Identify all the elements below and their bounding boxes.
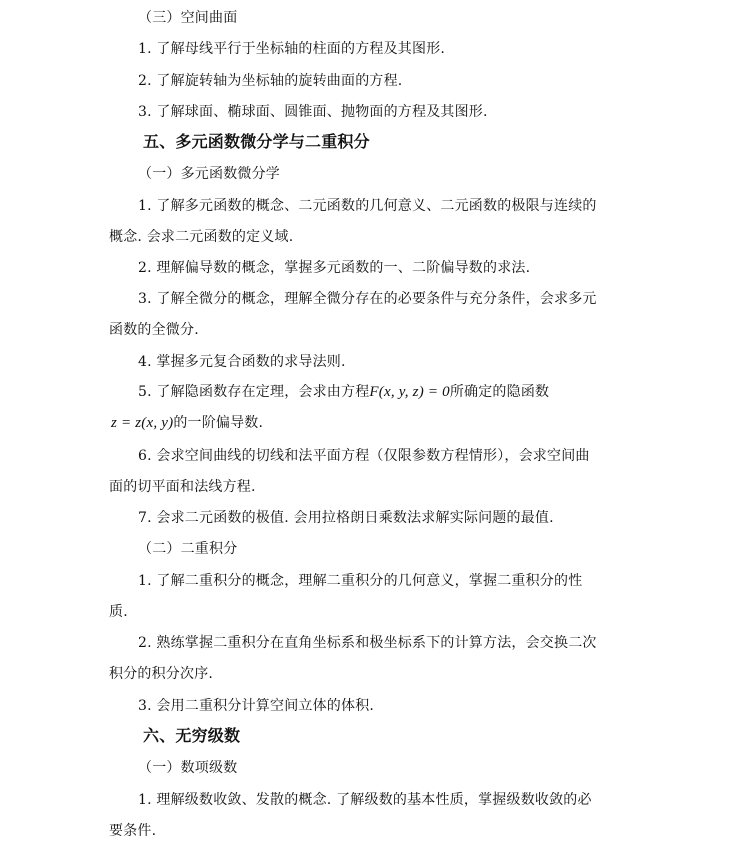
subsection-title: （一）多元函数微分学 bbox=[138, 166, 280, 182]
list-item: 2. 了解旋转轴为坐标轴的旋转曲面的方程. bbox=[138, 73, 403, 89]
list-item: 7. 会求二元函数的极值. 会用拉格朗日乘数法求解实际问题的最值. bbox=[138, 510, 554, 526]
subsection-title: （一）数项级数 bbox=[138, 760, 238, 776]
list-item: 1. 了解二重积分的概念，理解二重积分的几何意义，掌握二重积分的性 bbox=[138, 573, 583, 589]
list-item-continuation: 要条件. bbox=[109, 823, 157, 839]
list-item: 6. 会求空间曲线的切线和法平面方程（仅限参数方程情形），会求空间曲 bbox=[138, 448, 590, 464]
math-equation: z = z(x, y) bbox=[111, 415, 174, 431]
math-equation: F(x, y, z) = 0 bbox=[369, 384, 450, 400]
list-item-text: 所确定的隐函数 bbox=[449, 384, 550, 400]
list-item: 3. 了解全微分的概念，理解全微分存在的必要条件与充分条件，会求多元 bbox=[138, 291, 597, 307]
list-item-continuation: 积分的积分次序. bbox=[109, 666, 214, 682]
list-item: 2. 理解偏导数的概念，掌握多元函数的一、二阶偏导数的求法. bbox=[138, 260, 531, 276]
list-item: 3. 了解球面、椭球面、圆锥面、抛物面的方程及其图形. bbox=[138, 104, 488, 120]
list-item-continuation: 概念. 会求二元函数的定义域. bbox=[109, 229, 294, 245]
list-item: 3. 会用二重积分计算空间立体的体积. bbox=[138, 698, 375, 714]
list-item: 1. 理解级数收敛、发散的概念. 了解级数的基本性质，掌握级数收敛的必 bbox=[138, 792, 592, 808]
subsection-title: （三）空间曲面 bbox=[138, 10, 238, 26]
list-item: 2. 熟练掌握二重积分在直角坐标系和极坐标系下的计算方法，会交换二次 bbox=[138, 635, 597, 651]
list-item bbox=[138, 382, 549, 402]
list-item-text: 的一阶偏导数. bbox=[173, 415, 264, 431]
section-title: 六、无穷级数 bbox=[143, 726, 241, 745]
list-item-continuation: 质. bbox=[109, 604, 128, 620]
section-title: 五、多元函数微分学与二重积分 bbox=[143, 132, 370, 151]
list-item-text: 5. 了解隐函数存在定理，会求由方程 bbox=[138, 384, 370, 400]
list-item-continuation: 函数的全微分. bbox=[109, 322, 199, 338]
list-item-continuation: 面的切平面和法线方程. bbox=[109, 479, 256, 495]
list-item: 1. 了解母线平行于坐标轴的柱面的方程及其图形. bbox=[138, 41, 446, 57]
list-item: 4. 掌握多元复合函数的求导法则. bbox=[138, 354, 346, 370]
list-item: 1. 了解多元函数的概念、二元函数的几何意义、二元函数的极限与连续的 bbox=[138, 198, 597, 214]
list-item-continuation bbox=[111, 413, 263, 433]
subsection-title: （二）二重积分 bbox=[138, 541, 238, 557]
